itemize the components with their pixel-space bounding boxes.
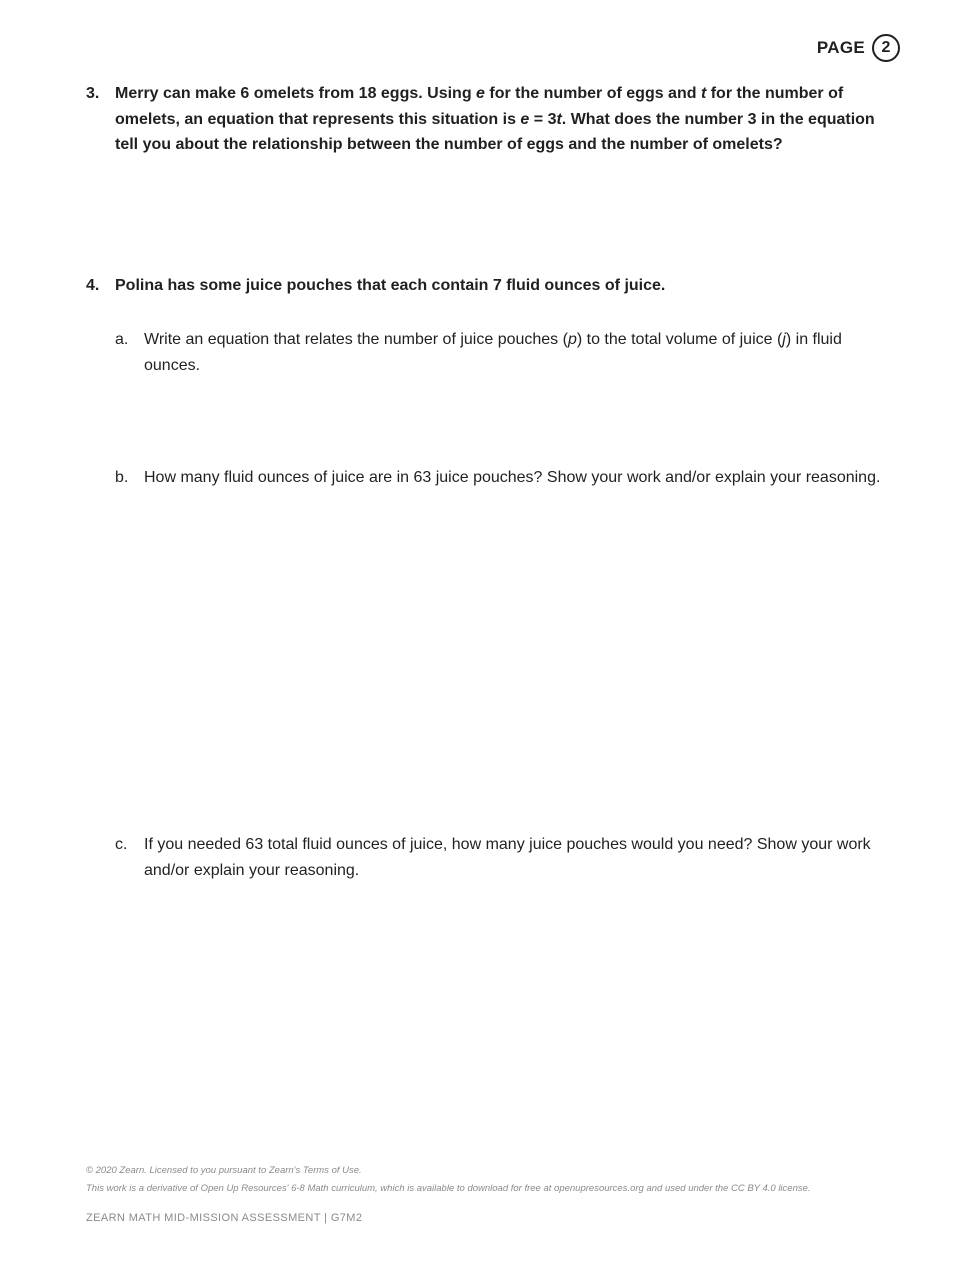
question-4-stem: Polina has some juice pouches that each contain 7 fluid ounces of juice. (115, 277, 666, 294)
question-4b-letter: b. (115, 469, 129, 486)
page-label: PAGE (816, 38, 865, 57)
footer-copyright: © 2020 Zearn. Licensed to you pursuant to Zearn's Terms of Use. (86, 1165, 362, 1176)
question-4b (115, 465, 895, 491)
question-4c-text: If you needed 63 total fluid ounces of juice, how many juice pouches would you need? Show your work and/or explain your reasoning. (144, 836, 871, 879)
question-4a-letter: a. (115, 331, 129, 348)
footer-derivative-notice: This work is a derivative of Open Up Resources' 6-8 Math curriculum, which is available to download for free at openupresources.org and used under the CC BY 4.0 license. (86, 1182, 811, 1194)
question-4a-text: Write an equation that relates the number of juice pouches (p) to the total volume of juice (j) in fluid ounces. (144, 331, 842, 374)
question-3-number: 3. (86, 85, 100, 102)
question-3-text: Merry can make 6 omelets from 18 eggs. Using e for the number of eggs and t for the number of omelets, an equation that represents this situation is e = 3t. What does the number 3 in the equation tell you about the relationship between the number of eggs and the number of omelets? (115, 85, 875, 154)
page-number-badge: 2 (872, 34, 900, 62)
question-3 (86, 81, 886, 158)
question-4c (115, 832, 895, 883)
question-4 (86, 273, 886, 299)
question-4-number: 4. (86, 277, 100, 294)
question-4a (115, 327, 895, 378)
footer-legal (86, 1162, 811, 1197)
question-4b-text: How many fluid ounces of juice are in 63 juice pouches? Show your work and/or explain your reasoning. (144, 469, 881, 486)
question-4c-letter: c. (115, 836, 128, 853)
footer-assessment-title: ZEARN MATH MID-MISSION ASSESSMENT | G7M2 (86, 1212, 363, 1224)
page-indicator (817, 34, 900, 62)
